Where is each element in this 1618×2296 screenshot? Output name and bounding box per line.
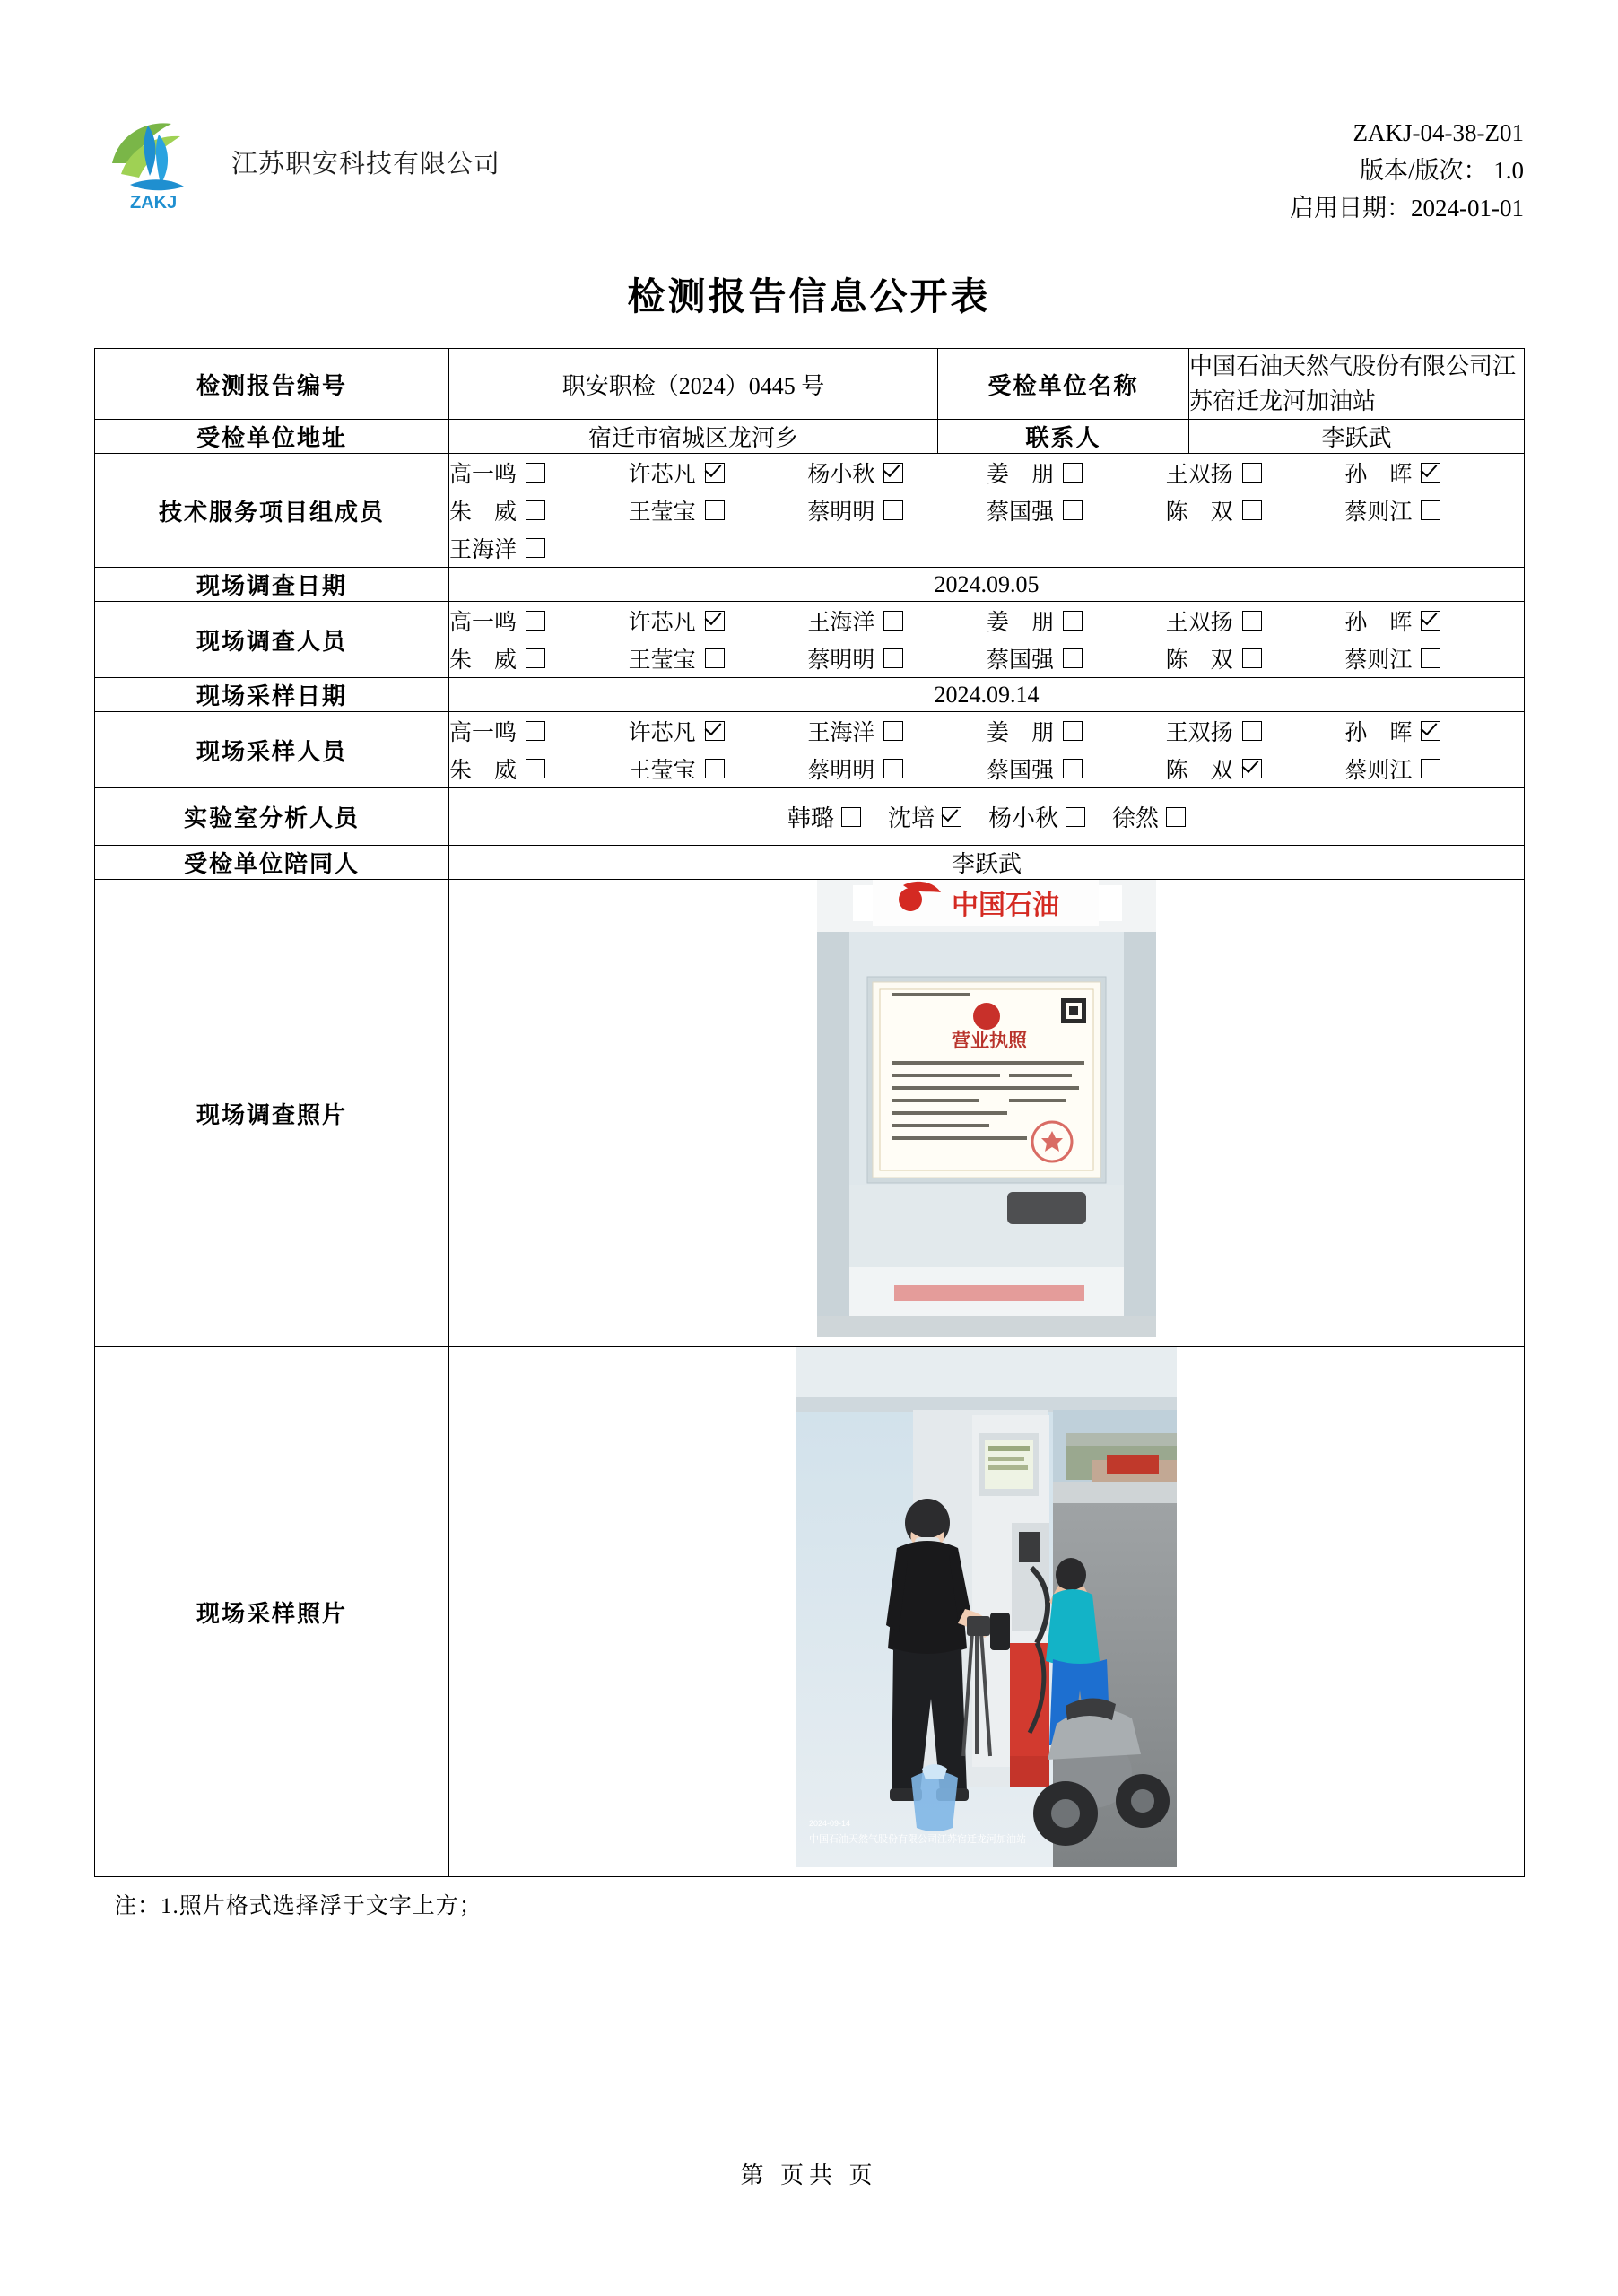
- staff-row: [449, 529, 1524, 567]
- escort-label: 受检单位陪同人: [95, 846, 449, 880]
- survey-staff-item[interactable]: [629, 604, 808, 637]
- doc-code: ZAKJ-04-38-Z01: [1353, 119, 1524, 146]
- team-member-item[interactable]: [449, 494, 629, 526]
- survey-staff-item[interactable]: [987, 642, 1166, 674]
- staff-name: 朱 威: [449, 500, 518, 525]
- document-header: [94, 108, 1524, 233]
- sampling-staff-item[interactable]: [807, 715, 987, 747]
- client-addr-label: 受检单位地址: [95, 420, 449, 454]
- table-row: [95, 349, 1525, 420]
- checkbox-unchecked[interactable]: [1421, 500, 1440, 520]
- staff-name: 陈 双: [1165, 759, 1233, 783]
- staff-name: 朱 威: [449, 648, 518, 673]
- staff-name: 王莹宝: [628, 500, 696, 525]
- staff-name: 姜 朋: [987, 463, 1055, 487]
- company-logo-icon: [94, 108, 215, 215]
- table-row: [95, 846, 1525, 880]
- table-note: 注：1.照片格式选择浮于文字上方；: [114, 1894, 483, 1918]
- brand-block: [94, 108, 500, 215]
- checkbox-unchecked[interactable]: [705, 648, 725, 668]
- table-row: [95, 880, 1525, 1347]
- checkbox-unchecked[interactable]: [1242, 648, 1262, 668]
- checkbox-unchecked[interactable]: [526, 463, 545, 483]
- staff-name: 王双扬: [1165, 721, 1233, 745]
- table-row: [95, 568, 1525, 602]
- team-members-grid: [449, 454, 1525, 568]
- escort-value: 李跃武: [449, 846, 1525, 880]
- report-info-table: [94, 348, 1525, 1877]
- page-title: 检测报告信息公开表: [627, 277, 991, 318]
- survey-date-value: 2024.09.05: [449, 568, 1525, 602]
- staff-name: 许芯凡: [628, 611, 696, 635]
- checkbox-unchecked[interactable]: [1063, 648, 1083, 668]
- survey-staff-item[interactable]: [987, 604, 1166, 637]
- lab-staff-item[interactable]: [888, 800, 961, 833]
- team-member-item[interactable]: [1344, 457, 1524, 489]
- staff-name: 孙 晖: [1344, 721, 1413, 745]
- survey-staff-item[interactable]: [807, 642, 987, 674]
- staff-name: 蔡则江: [1344, 500, 1413, 525]
- lab-staff-cell: [449, 788, 1525, 846]
- staff-name: 高一鸣: [449, 721, 518, 745]
- staff-row: [449, 712, 1524, 750]
- staff-name: 高一鸣: [449, 463, 518, 487]
- sampling-staff-item[interactable]: [1344, 715, 1524, 747]
- survey-photo-cell: [449, 880, 1525, 1347]
- survey-staff-label: 现场调查人员: [95, 602, 449, 678]
- checkbox-unchecked[interactable]: [841, 807, 861, 827]
- sampling-photo-label: 现场采样照片: [95, 1347, 449, 1877]
- sampling-staff-item[interactable]: [1344, 752, 1524, 785]
- sampling-staff-label: 现场采样人员: [95, 712, 449, 788]
- team-member-item[interactable]: [449, 457, 629, 489]
- staff-name: 王海洋: [807, 611, 875, 635]
- checkbox-unchecked[interactable]: [883, 500, 903, 520]
- sampling-staff-item[interactable]: [629, 715, 808, 747]
- staff-name: 徐然: [1112, 805, 1160, 831]
- checkbox-unchecked[interactable]: [1066, 807, 1085, 827]
- staff-name: 许芯凡: [628, 721, 696, 745]
- checkbox-unchecked[interactable]: [1242, 611, 1262, 631]
- team-member-item[interactable]: [987, 457, 1166, 489]
- checkbox-unchecked[interactable]: [1063, 721, 1083, 741]
- staff-name: 孙 晖: [1344, 611, 1413, 635]
- staff-row: [449, 491, 1524, 529]
- svg-text:中国石油天然气股份有限公司江苏宿迁龙河加油站: 中国石油天然气股份有限公司江苏宿迁龙河加油站: [809, 1834, 1026, 1845]
- survey-staff-item[interactable]: [449, 642, 629, 674]
- svg-text:营业执照: 营业执照: [952, 1030, 1027, 1051]
- staff-name: 许芯凡: [628, 463, 696, 487]
- checkbox-unchecked[interactable]: [1421, 759, 1440, 778]
- page-footer: 第 页共 页: [740, 2162, 878, 2188]
- sampling-staff-item[interactable]: [1166, 752, 1345, 785]
- staff-name: 王海洋: [449, 538, 518, 562]
- checkbox-unchecked[interactable]: [1063, 500, 1083, 520]
- staff-name: 王海洋: [807, 721, 875, 745]
- staff-name: 蔡国强: [987, 648, 1055, 673]
- survey-staff-item[interactable]: [807, 604, 987, 637]
- checkbox-unchecked[interactable]: [526, 538, 545, 558]
- staff-name: 姜 朋: [987, 721, 1055, 745]
- survey-staff-item[interactable]: [1344, 604, 1524, 637]
- lab-staff-label: 实验室分析人员: [95, 788, 449, 846]
- checkbox-unchecked[interactable]: [1063, 759, 1083, 778]
- checkbox-checked[interactable]: [883, 463, 903, 483]
- table-row: [95, 788, 1525, 846]
- checkbox-unchecked[interactable]: [1166, 807, 1186, 827]
- sampling-photo-cell: [449, 1347, 1525, 1877]
- table-row: [95, 712, 1525, 788]
- staff-name: 王莹宝: [628, 759, 696, 783]
- client-addr-value: 宿迁市宿城区龙河乡: [449, 420, 938, 454]
- team-member-item[interactable]: [807, 457, 987, 489]
- report-no-label: 检测报告编号: [95, 349, 449, 420]
- contact-label: 联系人: [938, 420, 1189, 454]
- table-row: [95, 678, 1525, 712]
- checkbox-unchecked[interactable]: [1242, 463, 1262, 483]
- sampling-staff-item[interactable]: [987, 752, 1166, 785]
- table-row: [95, 420, 1525, 454]
- staff-name: 朱 威: [449, 759, 518, 783]
- staff-name: 高一鸣: [449, 611, 518, 635]
- lab-staff-list: [449, 788, 1524, 845]
- checkbox-unchecked[interactable]: [883, 611, 903, 631]
- sampling-staff-item[interactable]: [1166, 715, 1345, 747]
- checkbox-unchecked[interactable]: [526, 611, 545, 631]
- sampling-staff-item[interactable]: [449, 715, 629, 747]
- doc-version: 版本/版次： 1.0: [1359, 156, 1524, 184]
- staff-name: 蔡国强: [987, 759, 1055, 783]
- checkbox-checked[interactable]: [1421, 721, 1440, 741]
- staff-name: 蔡国强: [987, 500, 1055, 525]
- staff-name: 陈 双: [1165, 500, 1233, 525]
- survey-staff-item[interactable]: [449, 604, 629, 637]
- svg-text:ZAKJ: ZAKJ: [130, 193, 178, 213]
- checkbox-unchecked[interactable]: [526, 721, 545, 741]
- survey-staff-grid: [449, 602, 1525, 678]
- checkbox-unchecked[interactable]: [705, 500, 725, 520]
- checkbox-checked[interactable]: [705, 611, 725, 631]
- checkbox-unchecked[interactable]: [1063, 463, 1083, 483]
- staff-row: [449, 602, 1524, 639]
- table-row: [95, 602, 1525, 678]
- checkbox-checked[interactable]: [705, 721, 725, 741]
- staff-name: 孙 晖: [1344, 463, 1413, 487]
- checkbox-unchecked[interactable]: [883, 759, 903, 778]
- staff-name: 蔡明明: [807, 500, 875, 525]
- checkbox-checked[interactable]: [942, 807, 961, 827]
- checkbox-unchecked[interactable]: [526, 648, 545, 668]
- staff-name: 杨小秋: [988, 805, 1059, 831]
- checkbox-unchecked[interactable]: [883, 721, 903, 741]
- checkbox-unchecked[interactable]: [705, 759, 725, 778]
- svg-text:中国石油: 中国石油: [952, 891, 1059, 920]
- checkbox-unchecked[interactable]: [526, 759, 545, 778]
- sampling-date-value: 2024.09.14: [449, 678, 1525, 712]
- staff-name: 姜 朋: [987, 611, 1055, 635]
- header-meta: [1290, 108, 1524, 228]
- team-member-item[interactable]: [987, 494, 1166, 526]
- checkbox-checked[interactable]: [1421, 463, 1440, 483]
- checkbox-unchecked[interactable]: [1063, 611, 1083, 631]
- lab-staff-item[interactable]: [1112, 800, 1186, 833]
- staff-name: 陈 双: [1165, 648, 1233, 673]
- team-member-item[interactable]: [1166, 494, 1345, 526]
- staff-row: [449, 639, 1524, 677]
- staff-name: 蔡则江: [1344, 648, 1413, 673]
- client-name-value: 中国石油天然气股份有限公司江苏宿迁龙河加油站: [1189, 349, 1525, 420]
- company-name: 江苏职安科技有限公司: [231, 149, 501, 178]
- checkbox-unchecked[interactable]: [1421, 648, 1440, 668]
- report-no-value: 职安职检（2024）0445 号: [449, 349, 938, 420]
- checkbox-unchecked[interactable]: [1242, 500, 1262, 520]
- staff-name: 王双扬: [1165, 463, 1233, 487]
- survey-photo: [817, 880, 1156, 1342]
- team-member-item[interactable]: [807, 494, 987, 526]
- survey-staff-item[interactable]: [1166, 642, 1345, 674]
- sampling-staff-item[interactable]: [629, 752, 808, 785]
- sampling-staff-item[interactable]: [807, 752, 987, 785]
- sampling-photo: [796, 1347, 1177, 1872]
- team-label: 技术服务项目组成员: [95, 454, 449, 568]
- checkbox-unchecked[interactable]: [1242, 721, 1262, 741]
- sampling-staff-item[interactable]: [449, 752, 629, 785]
- staff-name: 沈培: [887, 805, 935, 831]
- survey-date-label: 现场调查日期: [95, 568, 449, 602]
- staff-name: 杨小秋: [807, 463, 875, 487]
- staff-row: [449, 750, 1524, 787]
- checkbox-unchecked[interactable]: [883, 648, 903, 668]
- team-member-item[interactable]: [449, 532, 629, 564]
- survey-photo-label: 现场调查照片: [95, 880, 449, 1347]
- team-member-item[interactable]: [629, 494, 808, 526]
- survey-staff-item[interactable]: [1344, 642, 1524, 674]
- staff-row: [449, 454, 1524, 491]
- client-name-label: 受检单位名称: [938, 349, 1189, 420]
- sampling-staff-grid: [449, 712, 1525, 788]
- sampling-staff-item[interactable]: [987, 715, 1166, 747]
- staff-name: 王莹宝: [628, 648, 696, 673]
- staff-name: 韩璐: [787, 805, 834, 831]
- lab-staff-item[interactable]: [787, 800, 861, 833]
- team-member-item[interactable]: [629, 457, 808, 489]
- doc-effective-date: 启用日期：2024-01-01: [1290, 194, 1524, 222]
- checkbox-unchecked[interactable]: [526, 500, 545, 520]
- survey-staff-item[interactable]: [1166, 604, 1345, 637]
- sampling-date-label: 现场采样日期: [95, 678, 449, 712]
- checkbox-checked[interactable]: [1421, 611, 1440, 631]
- staff-name: 蔡则江: [1344, 759, 1413, 783]
- team-member-item[interactable]: [1166, 457, 1345, 489]
- staff-name: 蔡明明: [807, 648, 875, 673]
- team-member-item[interactable]: [1344, 494, 1524, 526]
- lab-staff-item[interactable]: [988, 800, 1085, 833]
- survey-staff-item[interactable]: [629, 642, 808, 674]
- table-row: [95, 454, 1525, 568]
- staff-name: 王双扬: [1165, 611, 1233, 635]
- table-row: [95, 1347, 1525, 1877]
- checkbox-checked[interactable]: [1242, 759, 1262, 778]
- contact-value: 李跃武: [1189, 420, 1525, 454]
- checkbox-checked[interactable]: [705, 463, 725, 483]
- svg-text:2024-09-14: 2024-09-14: [809, 1819, 851, 1828]
- staff-name: 蔡明明: [807, 759, 875, 783]
